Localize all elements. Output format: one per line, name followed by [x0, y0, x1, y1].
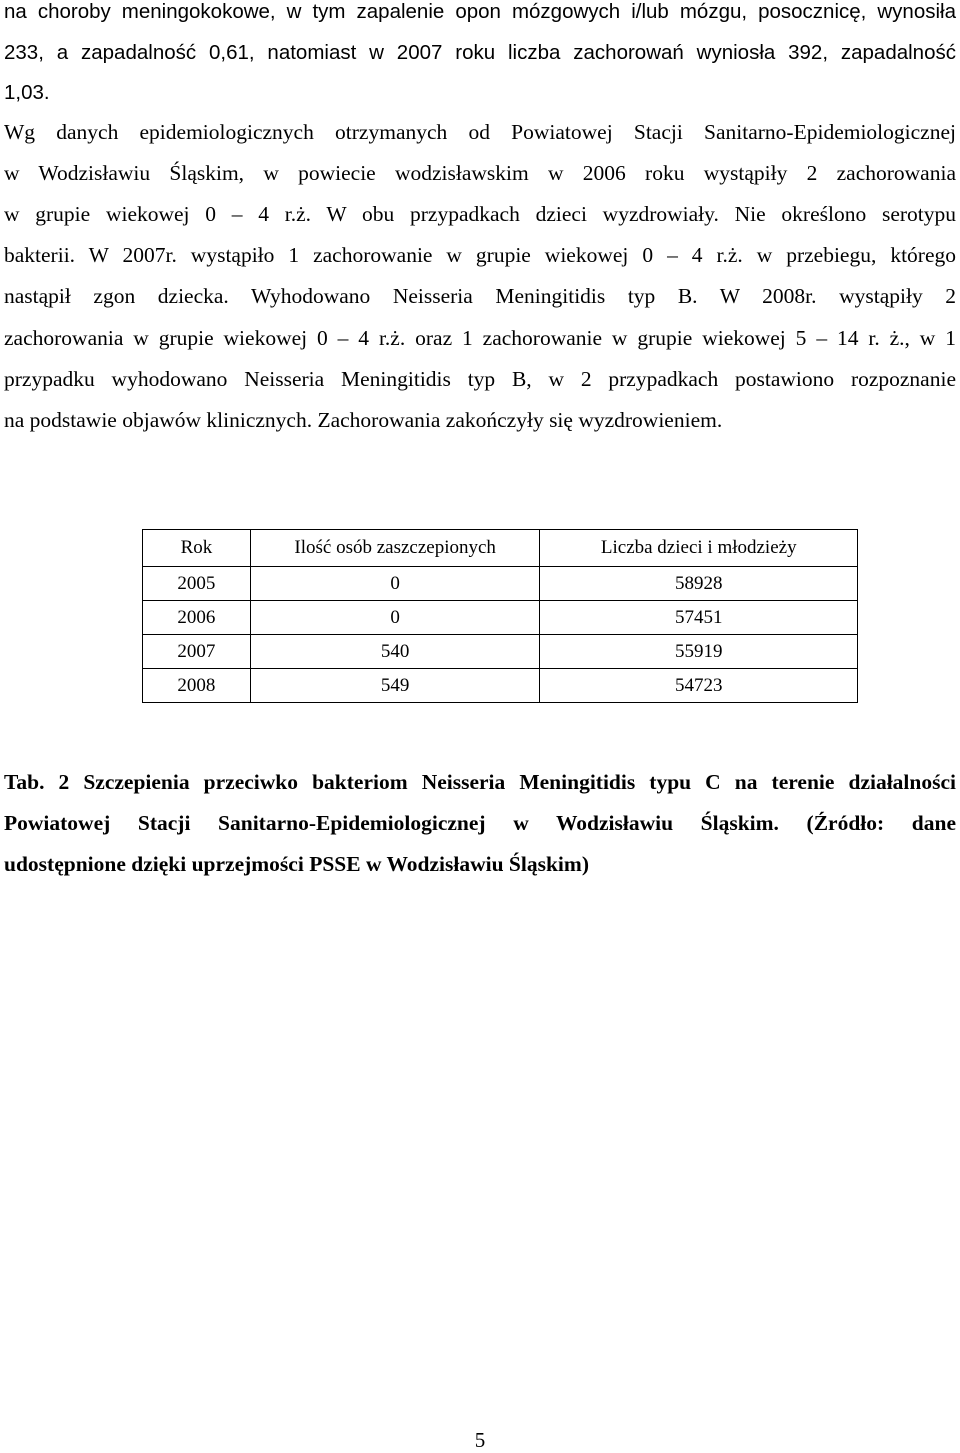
text-line: 233, a zapadalność 0,61, natomiast w 2007 roku liczba zachorowań wyniosła 392, zapadalność: [4, 41, 956, 64]
text-line: Wg danych epidemiologicznych otrzymanych od Powiatowej Stacji Sanitarno-Epidemiologicznej: [4, 120, 956, 144]
text-line: zachorowania w grupie wiekowej 0 – 4 r.ż. oraz 1 zachorowanie w grupie wiekowej 5 – 14 r. ż., w 1: [4, 326, 956, 350]
table-cell: 2007: [143, 635, 251, 669]
caption-line: Powiatowej Stacji Sanitarno-Epidemiologicznej w Wodzisławiu Śląskim. (Źródło: dane: [4, 811, 956, 835]
table-cell: 0: [250, 601, 540, 635]
text-line: w Wodzisławiu Śląskim, w powiecie wodzisławskim w 2006 roku wystąpiły 2 zachorowania: [4, 161, 956, 185]
table-row: [143, 669, 858, 703]
column-header-year: Rok: [143, 530, 251, 567]
caption-line: udostępnione dzięki uprzejmości PSSE w Wodzisławiu Śląskim): [4, 852, 589, 876]
table-cell: 0: [250, 567, 540, 601]
column-header-children: Liczba dzieci i młodzieży: [540, 530, 858, 567]
text-line: w grupie wiekowej 0 – 4 r.ż. W obu przypadkach dzieci wyzdrowiały. Nie określono serotypu: [4, 202, 956, 226]
table-cell: 54723: [540, 669, 858, 703]
vaccination-table: [142, 529, 858, 703]
table-cell: 57451: [540, 601, 858, 635]
table-row: [143, 601, 858, 635]
caption-line: Tab. 2 Szczepienia przeciwko bakteriom Neisseria Meningitidis typu C na terenie działalności: [4, 770, 956, 794]
table-cell: 2008: [143, 669, 251, 703]
table-cell: 58928: [540, 567, 858, 601]
text-line: bakterii. W 2007r. wystąpiło 1 zachorowanie w grupie wiekowej 0 – 4 r.ż. w przebiegu, którego: [4, 243, 956, 267]
table-cell: 549: [250, 669, 540, 703]
column-header-vaccinated: Ilość osób zaszczepionych: [250, 530, 540, 567]
page-number: 5: [474, 1428, 486, 1452]
text-line: na podstawie objawów klinicznych. Zachorowania zakończyły się wyzdrowieniem.: [4, 408, 723, 432]
table-row: [143, 635, 858, 669]
text-line: 1,03.: [4, 81, 50, 104]
table-cell: 55919: [540, 635, 858, 669]
table-cell: 2006: [143, 601, 251, 635]
table-cell: 540: [250, 635, 540, 669]
table-header-row: [143, 530, 858, 567]
text-line: przypadku wyhodowano Neisseria Meningitidis typ B, w 2 przypadkach postawiono rozpoznanie: [4, 367, 956, 391]
text-line: nastąpił zgon dziecka. Wyhodowano Neisseria Meningitidis typ B. W 2008r. wystąpiły 2: [4, 284, 956, 308]
table-row: [143, 567, 858, 601]
text-line: na choroby meningokokowe, w tym zapalenie opon mózgowych i/lub mózgu, posocznicę, wynosiła: [4, 0, 956, 23]
table-cell: 2005: [143, 567, 251, 601]
